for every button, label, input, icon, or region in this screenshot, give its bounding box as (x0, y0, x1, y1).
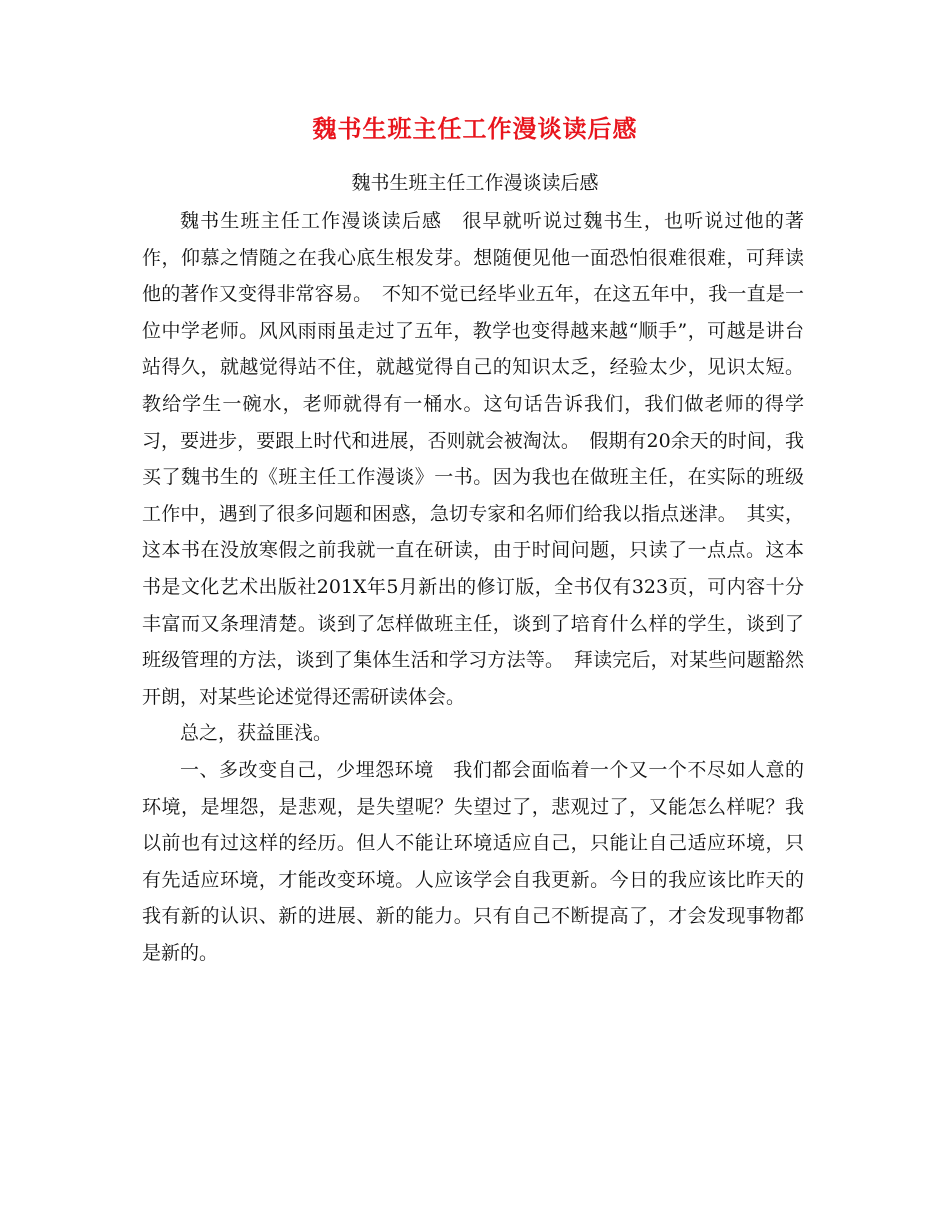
document-body (142, 203, 804, 971)
body-paragraph-3: 一、多改变自己，少埋怨环境 我们都会面临着一个又一个不尽如人意的环境，是埋怨，是悲观，是失望呢？失望过了，悲观过了，又能怎么样呢？我以前也有过这样的经历。但人不能让环境适应自己，只能让自己适应环境，只有先适应环境，才能改变环境。人应该学会自我更新。今日的我应该比昨天的我有新的认识、新的进展、新的能力。只有自己不断提高了，才会发现事物都是新的。 (142, 758, 804, 964)
body-paragraph-2: 总之，获益匪浅。 (180, 722, 333, 745)
document-subtitle: 魏书生班主任工作漫谈读后感 (351, 172, 599, 194)
body-paragraph-1: 魏书生班主任工作漫谈读后感 很早就听说过魏书生，也听说过他的著作，仰慕之情随之在我心底生根发芽。想随便见他一面恐怕很难很难，可拜读他的著作又变得非常容易。 不知不觉已经毕业五年，在这五年中，我一直是一位中学老师。风风雨雨虽走过了五年，教学也变得越来越“顺手”，可越是讲台站得久，就越觉得站不住，就越觉得自己的知识太乏，经验太少，见识太短。教给学生一碗水，老师就得有一桶水。这句话告诉我们，我们做老师的得学习，要进步，要跟上时代和进展，否则就会被淘汰。 假期有20余天的时间，我买了魏书生的《班主任工作漫谈》一书。因为我也在做班主任，在实际的班级工作中，遇到了很多问题和困惑，急切专家和名师们给我以指点迷津。 其实，这本书在没放寒假之前我就一直在研读，由于时间问题，只读了一点点。这本书是文化艺术出版社201X年5月新出的修订版，全书仅有323页，可内容十分丰富而又条理清楚。谈到了怎样做班主任，谈到了培育什么样的学生，谈到了班级管理的方法，谈到了集体生活和学习方法等。 拜读完后，对某些问题豁然开朗，对某些论述觉得还需研读体会。 (142, 210, 804, 708)
document-title: 魏书生班主任工作漫谈读后感 (312, 115, 638, 143)
